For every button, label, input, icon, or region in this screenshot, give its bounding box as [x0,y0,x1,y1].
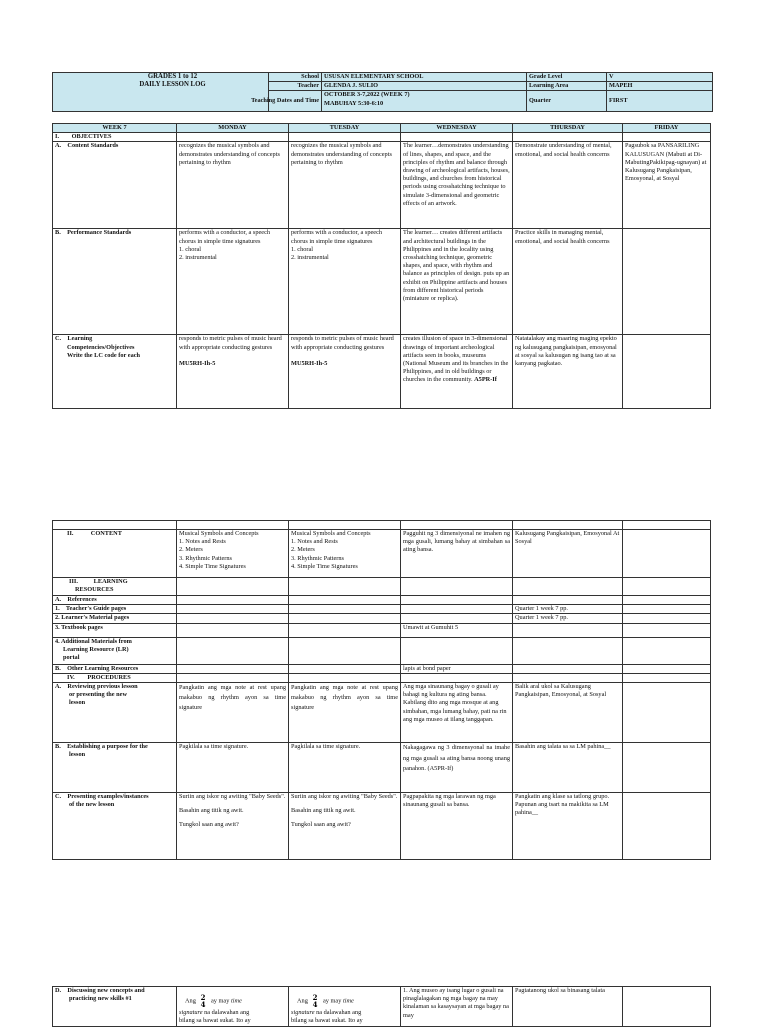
performance-standards-mon [177,229,289,335]
content-standards-fri: Pagsubok sa PANSARILING KALUSUGAN (Mabuti at Di-MabutingPakikipag-ugnayan) at Kalusugang Pangkaisipan, Emosyonal, at Sosyal [623,142,711,229]
content-label: II. CONTENT [53,530,177,578]
quarter-value: FIRST [607,91,713,112]
teachers-guide-label: 1. Teacher's Guide pages [53,605,177,614]
d-tue-time: time [342,997,354,1005]
purpose-tue: Pagkilala sa time signature. [289,743,401,793]
content-mon-line4: 3. Rhythmic Patterns [179,554,232,562]
svg-text:4: 4 [313,1000,318,1009]
learners-material-label: 2. Learner's Material pages [53,614,177,623]
learning-competencies-label [53,335,177,409]
svg-text:4: 4 [201,1000,206,1009]
performance-standards-wed: The learner… creates different artifacts and architectural buildings in the Philippines and in the locality using crosshatching technique, geometric shapes, and space, with rhythm and balance as principles of design. puts up an exhibit on Philippine artifacts and houses from different historical periods (miniature or replica). [401,229,513,335]
c-mon-line2: Basahin ang titik ng awit. [179,807,244,815]
perf-std-mon-item1: 1. choral [179,245,202,253]
col-monday: MONDAY [177,124,289,133]
content-standards-thu: Demonstrate understanding of mental, emotional, and social health concerns [513,142,623,229]
c-label-line2: of the new lesson [69,801,115,809]
lc-label-line3: Write the LC code for each [67,351,141,359]
svg-text:2: 2 [201,993,206,1002]
d-mon-aymay: ay may [211,997,230,1005]
discussing-mon [177,987,289,1027]
presenting-mon [177,793,289,860]
lc-wed-code: A5PR-If [474,376,497,384]
perf-std-tue-item1: 1. choral [291,245,314,253]
lc-tue-text: responds to metric pulses of music heard with appropriate conducting gestures [291,335,394,351]
col-wednesday: WEDNESDAY [401,124,513,133]
content-standards-label: A. Content Standards [53,142,177,229]
perf-std-tue-text: performs with a conductor, a speech chorus in simple time signatures [291,229,383,245]
time-signature-icon [197,993,209,1009]
lr-label-line2: RESOURCES [75,586,114,594]
presenting-thu: Pangkatin ang klase sa tatlong grupo. Papunan ang tsart na makikita sa LM pahina__ [513,793,623,860]
lc-mon-code: MU5RH-Ih-5 [179,359,216,367]
content-tue-line5: 4. Simple Time Signatures [291,562,358,570]
add-label-line1: 4. Additional Materials from [55,637,132,645]
c-mon-line1: Suriin ang iskor ng awiting "Baby Seeds". [179,793,286,801]
learning-competencies-mon [177,335,289,409]
content-tue-line3: 2. Meters [291,546,315,554]
d-label-line2: practicing new skills #1 [69,995,132,1003]
perf-std-mon-text: performs with a conductor, a speech chorus in simple time signatures [179,229,271,245]
d-mon-signature: signature [179,1009,203,1016]
learning-competencies-tue [289,335,401,409]
d-mon-bilang: bilang sa bawat sukat. Ito ay [179,1017,251,1025]
content-standards-tue: recognizes the musical symbols and demonstrates understanding of concepts pertaining to rhythm [289,142,401,229]
d-mon-ang: Ang [185,997,196,1005]
discussing-concepts-label [53,987,177,1027]
objectives-table [52,123,711,409]
content-tue-line2: 1. Notes and Rests [291,538,338,546]
wednesday-textbook: Umawit at Gumuhit 5 [401,623,513,637]
additional-materials-label [53,637,177,664]
d-tue-signature: signature [291,1009,315,1016]
wednesday-other-resources: lapis at bond paper [401,664,513,673]
content-thu: Kalusugang Pangkaisipan, Emosyonal At Sosyal [513,530,623,578]
dates-label-text: Teaching Dates and Time [251,97,319,105]
header-info-table [52,72,713,112]
reviewing-thu: Balik aral ukol sa Kalusugang Pangkaisipan, Emosyonal, at Sosyal [513,683,623,743]
content-mon-line1: Musical Symbols and Concepts [179,530,259,537]
presenting-examples-label [53,793,177,860]
textbook-label: 3. Textbook pages [53,623,177,637]
references-label: A. References [53,596,177,605]
quarter-label: Quarter [527,91,607,112]
lc-wed-text: creates illusion of space in 3-dimensional drawings of important archeological artifacts seen in books, museums (National Museum and its branches in the Philippines, and in old buildings or churches in the community. [403,335,509,384]
lc-mon-text: responds to metric pulses of music heard with appropriate conducting gestures [179,335,282,351]
perf-std-mon-item2: 2. instrumental [179,254,217,262]
content-tue-line1: Musical Symbols and Concepts [291,530,371,537]
area-value: MAPEH [607,82,713,91]
c-tue-line1: Suriin ang iskor ng awiting "Baby Seeds". [291,793,398,801]
content-standards-wed: The learner…demonstrates understanding of lines, shapes, and space, and the principles of rhythm and balance through drawing of archeological artifacts, houses, buildings, and churches from historical periods using crosshatching technique to simulate 3-dimensional and geometric effects of an artwork. [401,142,513,229]
area-label: Learning Area [527,82,607,91]
establishing-purpose-label [53,743,177,793]
header-title-cell [53,73,269,112]
col-friday: FRIDAY [623,124,711,133]
purpose-mon: Pagkilala sa time signature. [177,743,289,793]
d-label-line1: D. Discussing new concepts and [55,987,145,994]
header-title-line2: DAILY LESSON LOG [139,81,206,88]
d-tue-bilang: bilang sa bawat sukat. Ito ay [291,1017,363,1025]
teacher-value: GLENDA J. SULIO [322,82,527,91]
d-tue-dalawahan: na dalawahan ang [316,1009,362,1016]
d-tue-aymay: ay may [323,997,342,1005]
performance-standards-label: B. Performance Standards [53,229,177,335]
content-standards-mon: recognizes the musical symbols and demonstrates understanding of concepts pertaining to rhythm [177,142,289,229]
content-procedures-table [52,520,711,860]
c-label-line1: C. Presenting examples/instances [55,793,149,801]
lr-label-line1: III. LEARNING [69,578,128,585]
reviewing-mon: Pangkatin ang mga note at rest upang makabuo ng rhythm ayon sa time signature [177,683,289,743]
teacher-label: Teacher [269,82,322,91]
lc-label-line2: Competencies/Objectives [67,343,135,351]
content-tue [289,530,401,578]
content-wed: Pagguhit ng 3 dimensiyonal ne imahen ng mga gusali, lumang bahay at simbahan sa ating bansa. [401,530,513,578]
learning-competencies-wed [401,335,513,409]
a-label-line2: or presenting the new [69,691,128,699]
add-label-line3: portal [63,654,80,662]
col-tuesday: TUESDAY [289,124,401,133]
presenting-tue [289,793,401,860]
svg-text:2: 2 [313,993,318,1002]
reviewing-tue: Pangkatin ang mga note at rest upang makabuo ng rhythm ayon sa time signature [289,683,401,743]
c-mon-line3: Tungkol saan ang awit? [179,821,239,829]
dates-label [251,91,322,112]
purpose-wed: Nakagagawa ng 3 dimensyonal na imahe ng mga gusali sa ating bansa noong unang panahon. (A5PR-If) [401,743,513,793]
learning-resources-label [53,578,177,596]
content-mon-line5: 4. Simple Time Signatures [179,562,246,570]
a-label-line1: A. Reviewing previous lesson [55,683,138,691]
col-week: WEEK 7 [53,124,177,133]
dates-value [322,91,527,112]
discussing-wed: 1. Ang museo ay isang lugar o gusali na pinaglalagakan ng mga bagay na may kinalaman sa kasaysayan at mga bagay na may [401,987,513,1027]
dates-value-line2: MABUHAY 5:30-6:10 [324,99,384,107]
header-title-line1: GRADES 1 to 12 [147,73,198,80]
content-mon-line3: 2. Meters [179,546,203,554]
school-label: School [269,73,322,82]
perf-std-tue-item2: 2. instrumental [291,254,329,262]
d-tue-ang: Ang [297,997,308,1005]
time-signature-icon [309,993,321,1009]
d-mon-time: time [230,997,242,1005]
procedures-label: IV. PROCEDURES [53,673,177,682]
b-label-line2: lesson [69,751,86,759]
a-label-line3: lesson [69,699,86,707]
discussing-table [52,986,711,1027]
performance-standards-thu: Practice skills in managing mental, emotional, and social health concerns [513,229,623,335]
performance-standards-tue [289,229,401,335]
reviewing-lesson-label [53,683,177,743]
content-mon-line2: 1. Notes and Rests [179,538,226,546]
lc-label-line1: C. Learning [55,335,93,343]
b-label-line1: B. Establishing a purpose for the [55,743,148,751]
other-resources-label: B. Other Learning Resources [53,664,177,673]
c-tue-line2: Basahin ang titik ng awit. [291,807,356,815]
learning-competencies-thu: Natatalakay ang maaring maging epekto ng kalusugang pangkaisipan, emosyonal at sosyal sa kalusugan ng isang tao at sa kanyang pagkatao. [513,335,623,409]
c-tue-line3: Tungkol saan ang awit? [291,821,351,829]
thursday-lm-pages: Quarter 1 week 7 pp. [513,614,623,623]
content-mon [177,530,289,578]
d-mon-dalawahan: na dalawahan ang [204,1009,250,1016]
col-thursday: THURSDAY [513,124,623,133]
discussing-tue [289,987,401,1027]
presenting-wed: Pagpapakita ng mga larawan ng mga sinaunang gusali sa bansa. [401,793,513,860]
grade-label: Grade Level [527,73,607,82]
purpose-thu: Basahin ang talata sa sa LM pahina__ [513,743,623,793]
discussing-thu: Pagtatanong ukol sa binasang talata [513,987,623,1027]
add-label-line2: Learning Resource (LR) [63,645,129,653]
thursday-tg-pages: Quarter 1 week 7 pp. [513,605,623,614]
reviewing-wed: Ang mga sinaunang bagay o gusali ay bahagi ng kultura ng ating bansa. Kabilang dito ang mga mosque at ang simbahan, mga lumang bahay, pati na rin ang mga museo at iilang tanggapan. [401,683,513,743]
dates-value-line1: OCTOBER 3-7,2022 (WEEK 7) [324,91,410,99]
lc-tue-code: MU5RH-Ih-5 [291,359,328,367]
objectives-section-label: I. OBJECTIVES [53,133,177,142]
grade-value: V [607,73,713,82]
school-value: USUSAN ELEMENTARY SCHOOL [322,73,527,82]
content-tue-line4: 3. Rhythmic Patterns [291,554,344,562]
